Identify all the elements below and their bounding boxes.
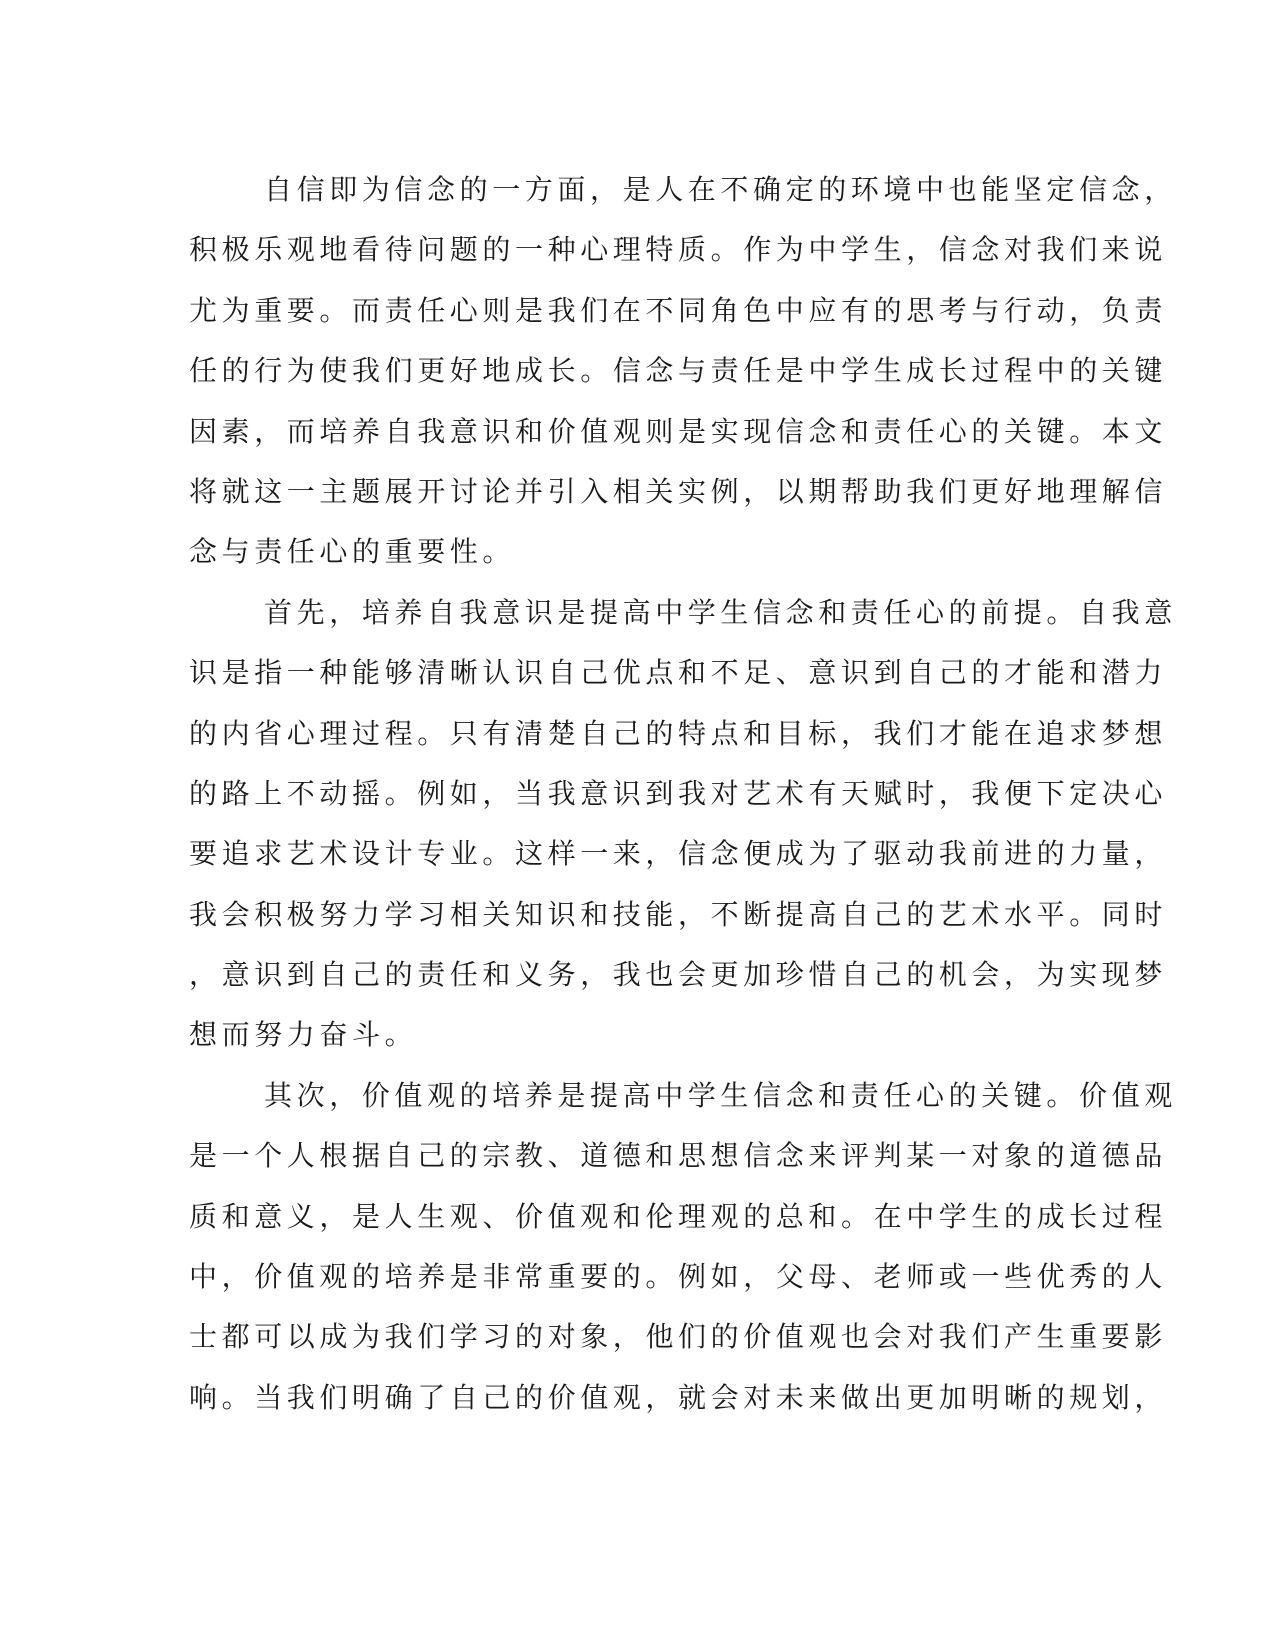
text-line: 是一个人根据自己的宗教、道德和思想信念来评判某一对象的道德品	[189, 1139, 1168, 1173]
text-line: 想而努力奋斗。	[189, 1018, 418, 1052]
text-line: 尤为重要。而责任心则是我们在不同角色中应有的思考与行动，负责	[189, 293, 1168, 327]
text-line: 积极乐观地看待问题的一种心理特质。作为中学生，信念对我们来说	[189, 233, 1168, 267]
text-line: 首先，培养自我意识是提高中学生信念和责任心的前提。自我意	[264, 595, 1177, 629]
text-line: 的路上不动摇。例如，当我意识到我对艺术有天赋时，我便下定决心	[189, 776, 1168, 810]
text-line: 响。当我们明确了自己的价值观，就会对未来做出更加明晰的规划，	[189, 1380, 1168, 1414]
text-line: 士都可以成为我们学习的对象，他们的价值观也会对我们产生重要影	[189, 1320, 1168, 1354]
text-line: 中，价值观的培养是非常重要的。例如，父母、老师或一些优秀的人	[189, 1260, 1168, 1294]
text-line: 念与责任心的重要性。	[189, 535, 516, 569]
text-line: 任的行为使我们更好地成长。信念与责任是中学生成长过程中的关键	[189, 354, 1168, 388]
text-line: 因素，而培养自我意识和价值观则是实现信念和责任心的关键。本文	[189, 414, 1168, 448]
body-text	[189, 160, 1177, 1428]
text-line: 其次，价值观的培养是提高中学生信念和责任心的关键。价值观	[264, 1078, 1177, 1112]
text-line: 识是指一种能够清晰认识自己优点和不足、意识到自己的才能和潜力	[189, 656, 1168, 690]
text-line: 将就这一主题展开讨论并引入相关实例，以期帮助我们更好地理解信	[189, 474, 1168, 508]
text-line: 我会积极努力学习相关知识和技能，不断提高自己的艺术水平。同时	[189, 897, 1168, 931]
text-line: 的内省心理过程。只有清楚自己的特点和目标，我们才能在追求梦想	[189, 716, 1168, 750]
text-line: 质和意义，是人生观、价值观和伦理观的总和。在中学生的成长过程	[189, 1199, 1168, 1233]
text-line: ，意识到自己的责任和义务，我也会更加珍惜自己的机会，为实现梦	[189, 958, 1168, 992]
text-line: 自信即为信念的一方面，是人在不确定的环境中也能坚定信念，	[264, 173, 1177, 206]
text-line: 要追求艺术设计专业。这样一来，信念便成为了驱动我前进的力量，	[189, 837, 1168, 871]
